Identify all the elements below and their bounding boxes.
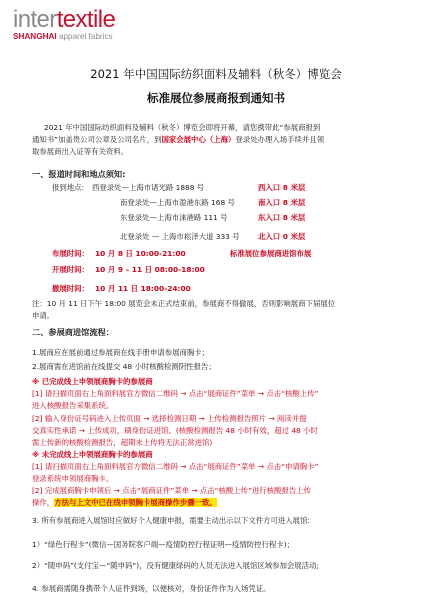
method-2-text: 操作， <box>32 498 55 507</box>
step-3: 3. 所有参展商进入展馆时应做好个人健康申报，需要主动出示以下文件方可进入展馆: <box>32 516 310 525</box>
method-2-step-1-line-1: [1] 请扫描页面右上角面料展官方微信二维码 → 点击“展商证件”菜单 → 点击“申请胸卡” <box>32 462 319 471</box>
venue-name: 国家会展中心（上海） <box>161 135 236 144</box>
intertextile-logo <box>13 8 115 41</box>
location-north-hall: 北入口 0 米层 <box>258 232 306 241</box>
location-south-address: 南登录处—上海市盈港东路 168 号 <box>120 198 235 207</box>
step-1: 1.展商应在展前通过参展商在线手册申请参展商胸卡； <box>32 348 210 357</box>
logo-accent: textile <box>56 6 116 33</box>
section-1-heading: 一、报道时间和地点须知: <box>32 169 126 179</box>
teardown-label: 撤展时间： <box>52 284 89 293</box>
document-title: 2021 年中国国际纺织面料及辅料（秋冬）博览会 <box>90 67 342 81</box>
step-3-item-1: 1）“绿色行程卡”(微信—国务院客户端—疫情防控行程证明—疫情防控行程卡)； <box>32 540 295 549</box>
method-2-step-1-line-2: 登录系统申领展商胸卡。 <box>32 474 114 483</box>
intro-text-a: 通知书”加盖贵公司公章及公司名片，到 <box>32 135 162 144</box>
open-label: 开展时间： <box>52 265 89 274</box>
method-1-step-2-line-2: 交真实性承诺 → 上传成功，刷身份证进馆。(核酸检测报告 48 小时有效，超过 48 小时 <box>32 426 318 435</box>
step-3-item-2: 2）“随申码”(支付宝—“随申码”)，没有健康绿码的人员无法进入展馆区域参加会展活动; <box>32 561 319 570</box>
open-time: 10 月 9 – 11 日 08:00-18:00 <box>95 265 205 274</box>
highlighted-instruction: 方法与上文中已在线申领胸卡展商操作步骤一致。 <box>54 498 217 507</box>
location-east-address: 东登录处—上海市涞港路 111 号 <box>120 213 228 222</box>
checkin-label: 布展时间： <box>52 249 89 258</box>
method-1-step-1-line-1: [1] 请扫描页面右上角面料展官方微信二维码 → 点击“展商证件”菜单 → 点击“核酸上传” <box>32 389 319 398</box>
method-1-step-1-line-2: 进入核酸报告采集系统。 <box>32 401 114 410</box>
location-south-hall: 南入口 8 米层 <box>258 198 306 207</box>
checkin-time: 10 月 8 日 10:00-21:00 <box>95 249 186 258</box>
logo-wordmark <box>13 8 115 32</box>
document-subtitle: 标准展位参展商报到通知书 <box>147 91 285 105</box>
step-2: 2.展商需在进馆前在线提交 48 小时核酸检测阴性报告； <box>32 362 216 371</box>
intro-line-1: 2021 年中国国际纺织面料及辅料（秋冬）博览会即将开幕，请您携带此“参展商报到 <box>44 123 321 132</box>
notice-line-1: 注：10 月 11 日下午 18:00 展览会未正式结束前，参展商不得撤展，否则影响展商下届展位 <box>32 299 336 308</box>
location-label: 报到地点: <box>52 183 85 192</box>
location-east-hall: 东入口 8 米层 <box>258 213 306 222</box>
logo-subline <box>13 32 115 41</box>
logo-prefix: inter <box>13 6 57 33</box>
step-4: 4. 参展商需随身携带个人证件到场，以便核对，身份证件作为入场凭证。 <box>32 584 271 593</box>
teardown-time: 10 月 11 日 18:00-24:00 <box>95 284 191 293</box>
intro-text-c: 登录处办理入场手续并且领 <box>235 135 325 144</box>
section-2-heading: 二、参展商进馆流程： <box>32 327 114 337</box>
method-1-step-2-line-1: [2] 输入身份证号码进入上传页面 → 选择检测日期 → 上传检测报告照片 → 阅读并提 <box>32 414 307 423</box>
location-west-hall: 西入口 8 米层 <box>258 183 306 192</box>
method-2-step-2-line-2 <box>32 498 217 508</box>
checkin-note: 标准展位参展商进馆布展 <box>230 249 312 258</box>
method-1-step-2-line-3: 需上传新的核酸检测报告，超期未上传将无法正常进馆) <box>32 438 213 447</box>
intro-line-2 <box>32 135 324 145</box>
logo-sub-accent: SHANGHAI <box>13 32 57 41</box>
intro-line-3: 取参展商出入证等有关资料。 <box>32 147 129 156</box>
method-2-step-2-line-1: [2] 完成展商胸卡申领后 → 点击“展商证件”菜单 → 点击“核酸上传”进行核酸报告上传 <box>32 486 312 495</box>
notice-line-2: 申请。 <box>32 311 55 320</box>
method-2-heading: ※ 未完成线上申领展商胸卡的参展商 <box>32 450 153 459</box>
method-1-heading: ※ 已完成线上申领展商胸卡的参展商 <box>32 377 153 386</box>
location-north-address: 北登录处 — 上海市崧泽大道 333 号 <box>120 232 240 241</box>
logo-sub-rest: apparel fabrics <box>56 32 113 41</box>
location-west-address: 西登录处—上海市诸光路 1888 号 <box>92 183 205 192</box>
